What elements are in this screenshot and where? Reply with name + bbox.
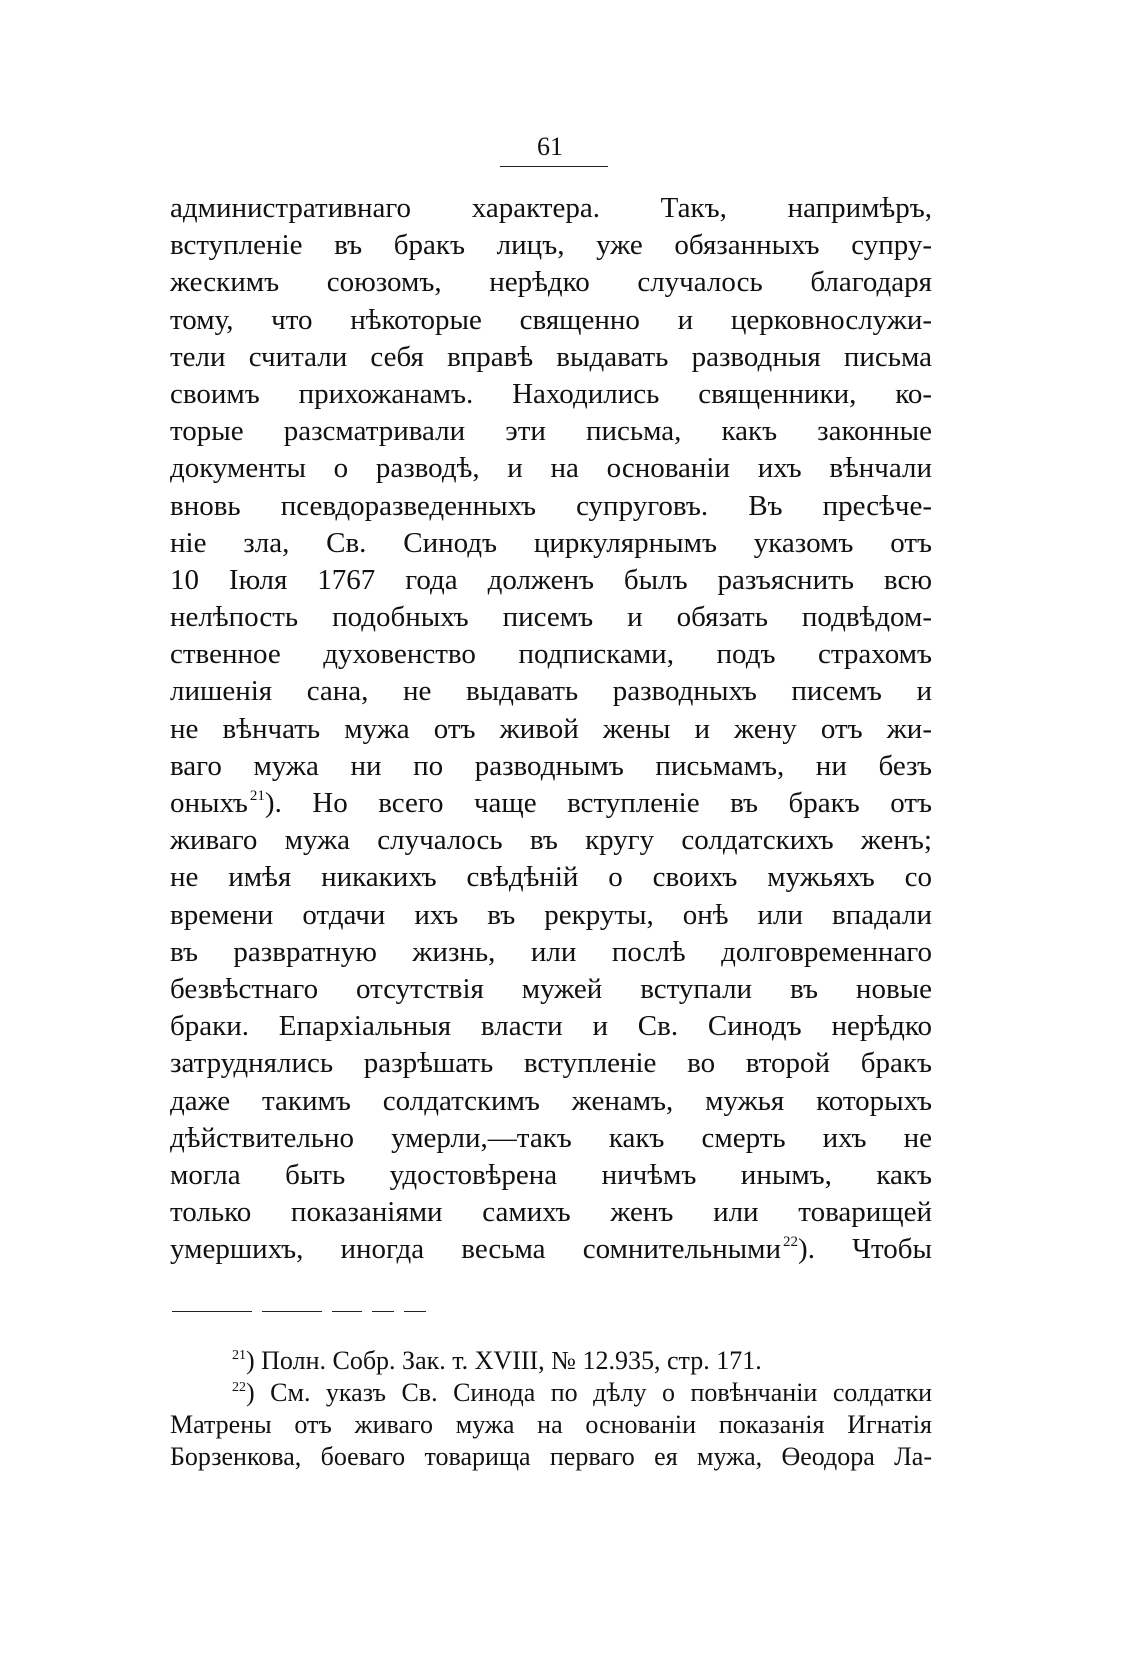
text-line — [170, 748, 932, 785]
text-line-content: только показаніями самихъ женъ или товарищей — [170, 1196, 932, 1229]
text-line — [170, 1045, 932, 1082]
text-line-content: ваго мужа ни по разводнымъ письмамъ, ни безъ — [170, 749, 932, 782]
text-line — [170, 673, 932, 710]
text-line — [170, 562, 932, 599]
footnote-22-line-3: Борзенкова, боеваго товарища перваго ея мужа, Өеодора Ла- — [170, 1442, 932, 1471]
text-line-content: браки. Епархіальныя власти и Св. Синодъ нерѣдко — [170, 1010, 932, 1043]
text-line-content: даже такимъ солдатскимъ женамъ, мужья которыхъ — [170, 1084, 932, 1117]
text-line — [170, 302, 932, 339]
text-line-content: вновь псевдоразведенныхъ супруговъ. Въ пресѣче- — [170, 489, 932, 522]
footnote-mark: 21 — [232, 1348, 246, 1363]
footnotes — [170, 1345, 932, 1473]
text-line-content: живаго мужа случалось въ кругу солдатскихъ женъ; — [170, 824, 932, 857]
text-line-content: 10 Іюля 1767 года долженъ былъ разъяснить всю — [170, 563, 932, 596]
text-line-content: нелѣпость подобныхъ писемъ и обязать подвѣдом- — [170, 601, 932, 634]
text-line — [170, 711, 932, 748]
text-line — [170, 859, 932, 896]
text-line-content: жескимъ союзомъ, нерѣдко случалось благодаря — [170, 266, 932, 299]
text-line — [170, 971, 932, 1008]
text-line-content: оныхъ — [170, 787, 248, 819]
text-line — [170, 1231, 932, 1268]
text-line — [170, 1083, 932, 1120]
text-line — [170, 636, 932, 673]
text-line — [170, 822, 932, 859]
body-text — [170, 190, 932, 1268]
text-line-content: ственное духовенство подписками, подъ страхомъ — [170, 638, 932, 671]
footnote-reference: 22 — [783, 1234, 799, 1251]
footnote-21 — [170, 1345, 932, 1377]
text-line-continuation: ). Чтобы — [798, 1233, 932, 1266]
text-line-content: затруднялись разрѣшать вступленіе во второй бракъ — [170, 1047, 932, 1080]
text-line — [170, 450, 932, 487]
text-line — [170, 1120, 932, 1157]
footnote-text: ) См. указъ Св. Синода по дѣлу о повѣнчаніи солдатки — [246, 1378, 932, 1407]
footnote-reference: 21 — [249, 788, 265, 804]
text-line — [170, 1194, 932, 1231]
text-line-content: административнаго характера. Такъ, напримѣръ, — [170, 192, 932, 224]
page-number: 61 — [537, 132, 563, 161]
text-line-continuation: ). Но всего чаще вступленіе въ бракъ отъ — [264, 787, 932, 819]
text-line — [170, 227, 932, 264]
text-line-content: вступленіе въ бракъ лицъ, уже обязанныхъ супру- — [170, 229, 932, 262]
text-line — [170, 897, 932, 934]
footnote-separator — [172, 1311, 427, 1313]
header-rule — [500, 166, 608, 167]
text-line-content: документы о разводѣ, и на основаніи ихъ вѣнчали — [170, 452, 932, 485]
text-line — [170, 488, 932, 525]
text-line-content: могла быть удостовѣрена ничѣмъ инымъ, какъ — [170, 1158, 932, 1191]
text-line — [170, 785, 932, 822]
text-line — [170, 376, 932, 413]
text-line-content: не имѣя никакихъ свѣдѣній о своихъ мужьяхъ со — [170, 861, 932, 894]
text-line-content: безвѣстнаго отсутствія мужей вступали въ новые — [170, 972, 932, 1005]
text-line-content: своимъ прихожанамъ. Находились священники, ко- — [170, 377, 932, 410]
text-line-content: въ развратную жизнь, или послѣ долговременнаго — [170, 935, 932, 968]
text-line-content: времени отдачи ихъ въ рекруты, онѣ или впадали — [170, 898, 932, 931]
text-line-content: торые разсматривали эти письма, какъ законные — [170, 415, 932, 448]
text-line — [170, 413, 932, 450]
footnote-mark: 22 — [232, 1380, 246, 1395]
footnote-text: ) Полн. Собр. Зак. т. XVIII, № 12.935, стр. 171. — [246, 1346, 762, 1375]
text-line-content: дѣйствительно умерли,—такъ какъ смерть ихъ не — [170, 1121, 932, 1154]
text-line-content: тому, что нѣкоторые священно и церковнослужи- — [170, 303, 932, 336]
text-line — [170, 934, 932, 971]
text-line — [170, 525, 932, 562]
text-line-content: лишенія сана, не выдавать разводныхъ писемъ и — [170, 675, 932, 708]
text-line-content: не вѣнчать мужа отъ живой жены и жену отъ жи- — [170, 712, 932, 745]
text-line — [170, 339, 932, 376]
text-line-content: тели считали себя вправѣ выдавать разводныя письма — [170, 340, 932, 373]
text-line — [170, 1008, 932, 1045]
text-line — [170, 599, 932, 636]
text-line — [170, 1157, 932, 1194]
text-line-content: ніе зла, Св. Синодъ циркулярнымъ указомъ отъ — [170, 526, 932, 559]
text-line — [170, 190, 932, 227]
footnote-22-line-2: Матрены отъ живаго мужа на основаніи показанія Игнатія — [170, 1410, 932, 1439]
text-line — [170, 264, 932, 301]
footnote-22 — [170, 1377, 932, 1409]
text-line-content: умершихъ, иногда весьма сомнительными — [170, 1233, 782, 1266]
